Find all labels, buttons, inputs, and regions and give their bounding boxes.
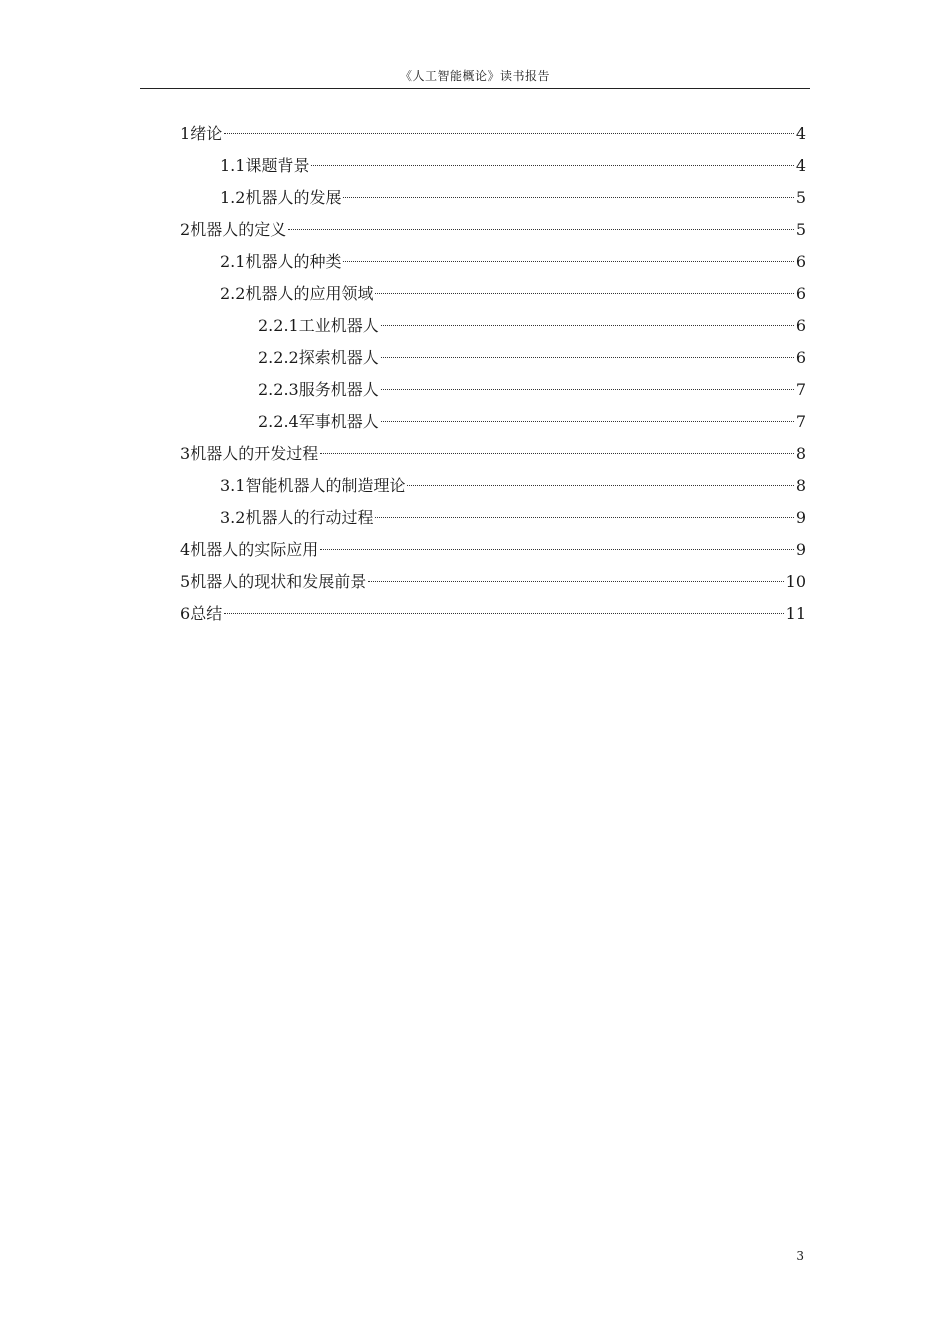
toc-entry-number: 1.1	[220, 156, 246, 175]
toc-entry[interactable]	[180, 566, 806, 598]
toc-entry-title: 机器人的应用领域	[245, 284, 374, 303]
toc-entry[interactable]	[180, 246, 806, 278]
dot-leader	[381, 325, 794, 326]
toc-entry-number: 1.2	[220, 188, 246, 207]
toc-entry-page: 5	[795, 220, 806, 239]
dot-leader	[407, 485, 793, 486]
toc-entry-page: 7	[795, 380, 806, 399]
toc-entry-page: 8	[795, 476, 806, 495]
toc-entry[interactable]	[180, 310, 806, 342]
toc-entry-page: 6	[795, 348, 806, 367]
toc-entry[interactable]	[180, 150, 806, 182]
toc-entry-title: 机器人的现状和发展前景	[190, 572, 367, 591]
toc-entry-title: 探索机器人	[298, 348, 379, 367]
toc-entry[interactable]	[180, 598, 806, 630]
toc-entry-title: 机器人的种类	[245, 252, 342, 271]
toc-entry-page: 7	[795, 412, 806, 431]
toc-entry-number: 4	[180, 540, 191, 559]
table-of-contents	[180, 118, 806, 630]
dot-leader	[375, 517, 793, 518]
toc-entry-title: 机器人的实际应用	[190, 540, 319, 559]
toc-entry-title: 机器人的行动过程	[245, 508, 374, 527]
toc-entry-title: 总结	[190, 604, 223, 623]
page-number: 3	[796, 1249, 804, 1263]
toc-entry-number: 2.2	[220, 284, 246, 303]
toc-entry-number: 2.2.1	[258, 316, 299, 335]
toc-entry[interactable]	[180, 214, 806, 246]
toc-entry-number: 2.2.4	[258, 412, 299, 431]
toc-entry-page: 8	[795, 444, 806, 463]
toc-entry[interactable]	[180, 278, 806, 310]
toc-entry[interactable]	[180, 438, 806, 470]
dot-leader	[288, 229, 794, 230]
toc-entry[interactable]	[180, 406, 806, 438]
toc-entry-title: 机器人的定义	[190, 220, 287, 239]
toc-entry-page: 11	[785, 604, 806, 623]
dot-leader	[320, 549, 794, 550]
toc-entry-number: 5	[180, 572, 191, 591]
dot-leader	[224, 133, 794, 134]
toc-entry[interactable]	[180, 182, 806, 214]
dot-leader	[224, 613, 783, 614]
dot-leader	[381, 357, 794, 358]
toc-entry-number: 3.1	[220, 476, 246, 495]
dot-leader	[311, 165, 793, 166]
toc-entry-page: 6	[795, 316, 806, 335]
dot-leader	[343, 261, 793, 262]
toc-entry-number: 6	[180, 604, 191, 623]
toc-entry-page: 10	[785, 572, 806, 591]
toc-entry-number: 2.2.3	[258, 380, 299, 399]
header-rule	[140, 88, 810, 89]
dot-leader	[368, 581, 783, 582]
toc-entry[interactable]	[180, 534, 806, 566]
dot-leader	[343, 197, 793, 198]
dot-leader	[381, 421, 794, 422]
dot-leader	[320, 453, 794, 454]
toc-entry-page: 4	[795, 124, 806, 143]
toc-entry-title: 机器人的发展	[245, 188, 342, 207]
toc-entry-number: 3.2	[220, 508, 246, 527]
toc-entry-page: 4	[795, 156, 806, 175]
toc-entry-number: 2.1	[220, 252, 246, 271]
running-header: 《人工智能概论》读书报告	[399, 69, 550, 83]
dot-leader	[375, 293, 793, 294]
toc-entry-page: 6	[795, 252, 806, 271]
dot-leader	[381, 389, 794, 390]
toc-entry[interactable]	[180, 502, 806, 534]
toc-entry-title: 智能机器人的制造理论	[245, 476, 406, 495]
toc-entry-title: 工业机器人	[298, 316, 379, 335]
toc-entry-number: 2.2.2	[258, 348, 299, 367]
toc-entry-title: 绪论	[190, 124, 223, 143]
toc-entry-page: 5	[795, 188, 806, 207]
toc-entry-title: 课题背景	[245, 156, 310, 175]
toc-entry-page: 6	[795, 284, 806, 303]
toc-entry-number: 1	[180, 124, 191, 143]
toc-entry[interactable]	[180, 118, 806, 150]
toc-entry-title: 服务机器人	[298, 380, 379, 399]
toc-entry-title: 军事机器人	[298, 412, 379, 431]
toc-entry[interactable]	[180, 342, 806, 374]
toc-entry-number: 3	[180, 444, 191, 463]
toc-entry-page: 9	[795, 540, 806, 559]
toc-entry[interactable]	[180, 470, 806, 502]
toc-entry-number: 2	[180, 220, 191, 239]
toc-entry[interactable]	[180, 374, 806, 406]
toc-entry-title: 机器人的开发过程	[190, 444, 319, 463]
toc-entry-page: 9	[795, 508, 806, 527]
